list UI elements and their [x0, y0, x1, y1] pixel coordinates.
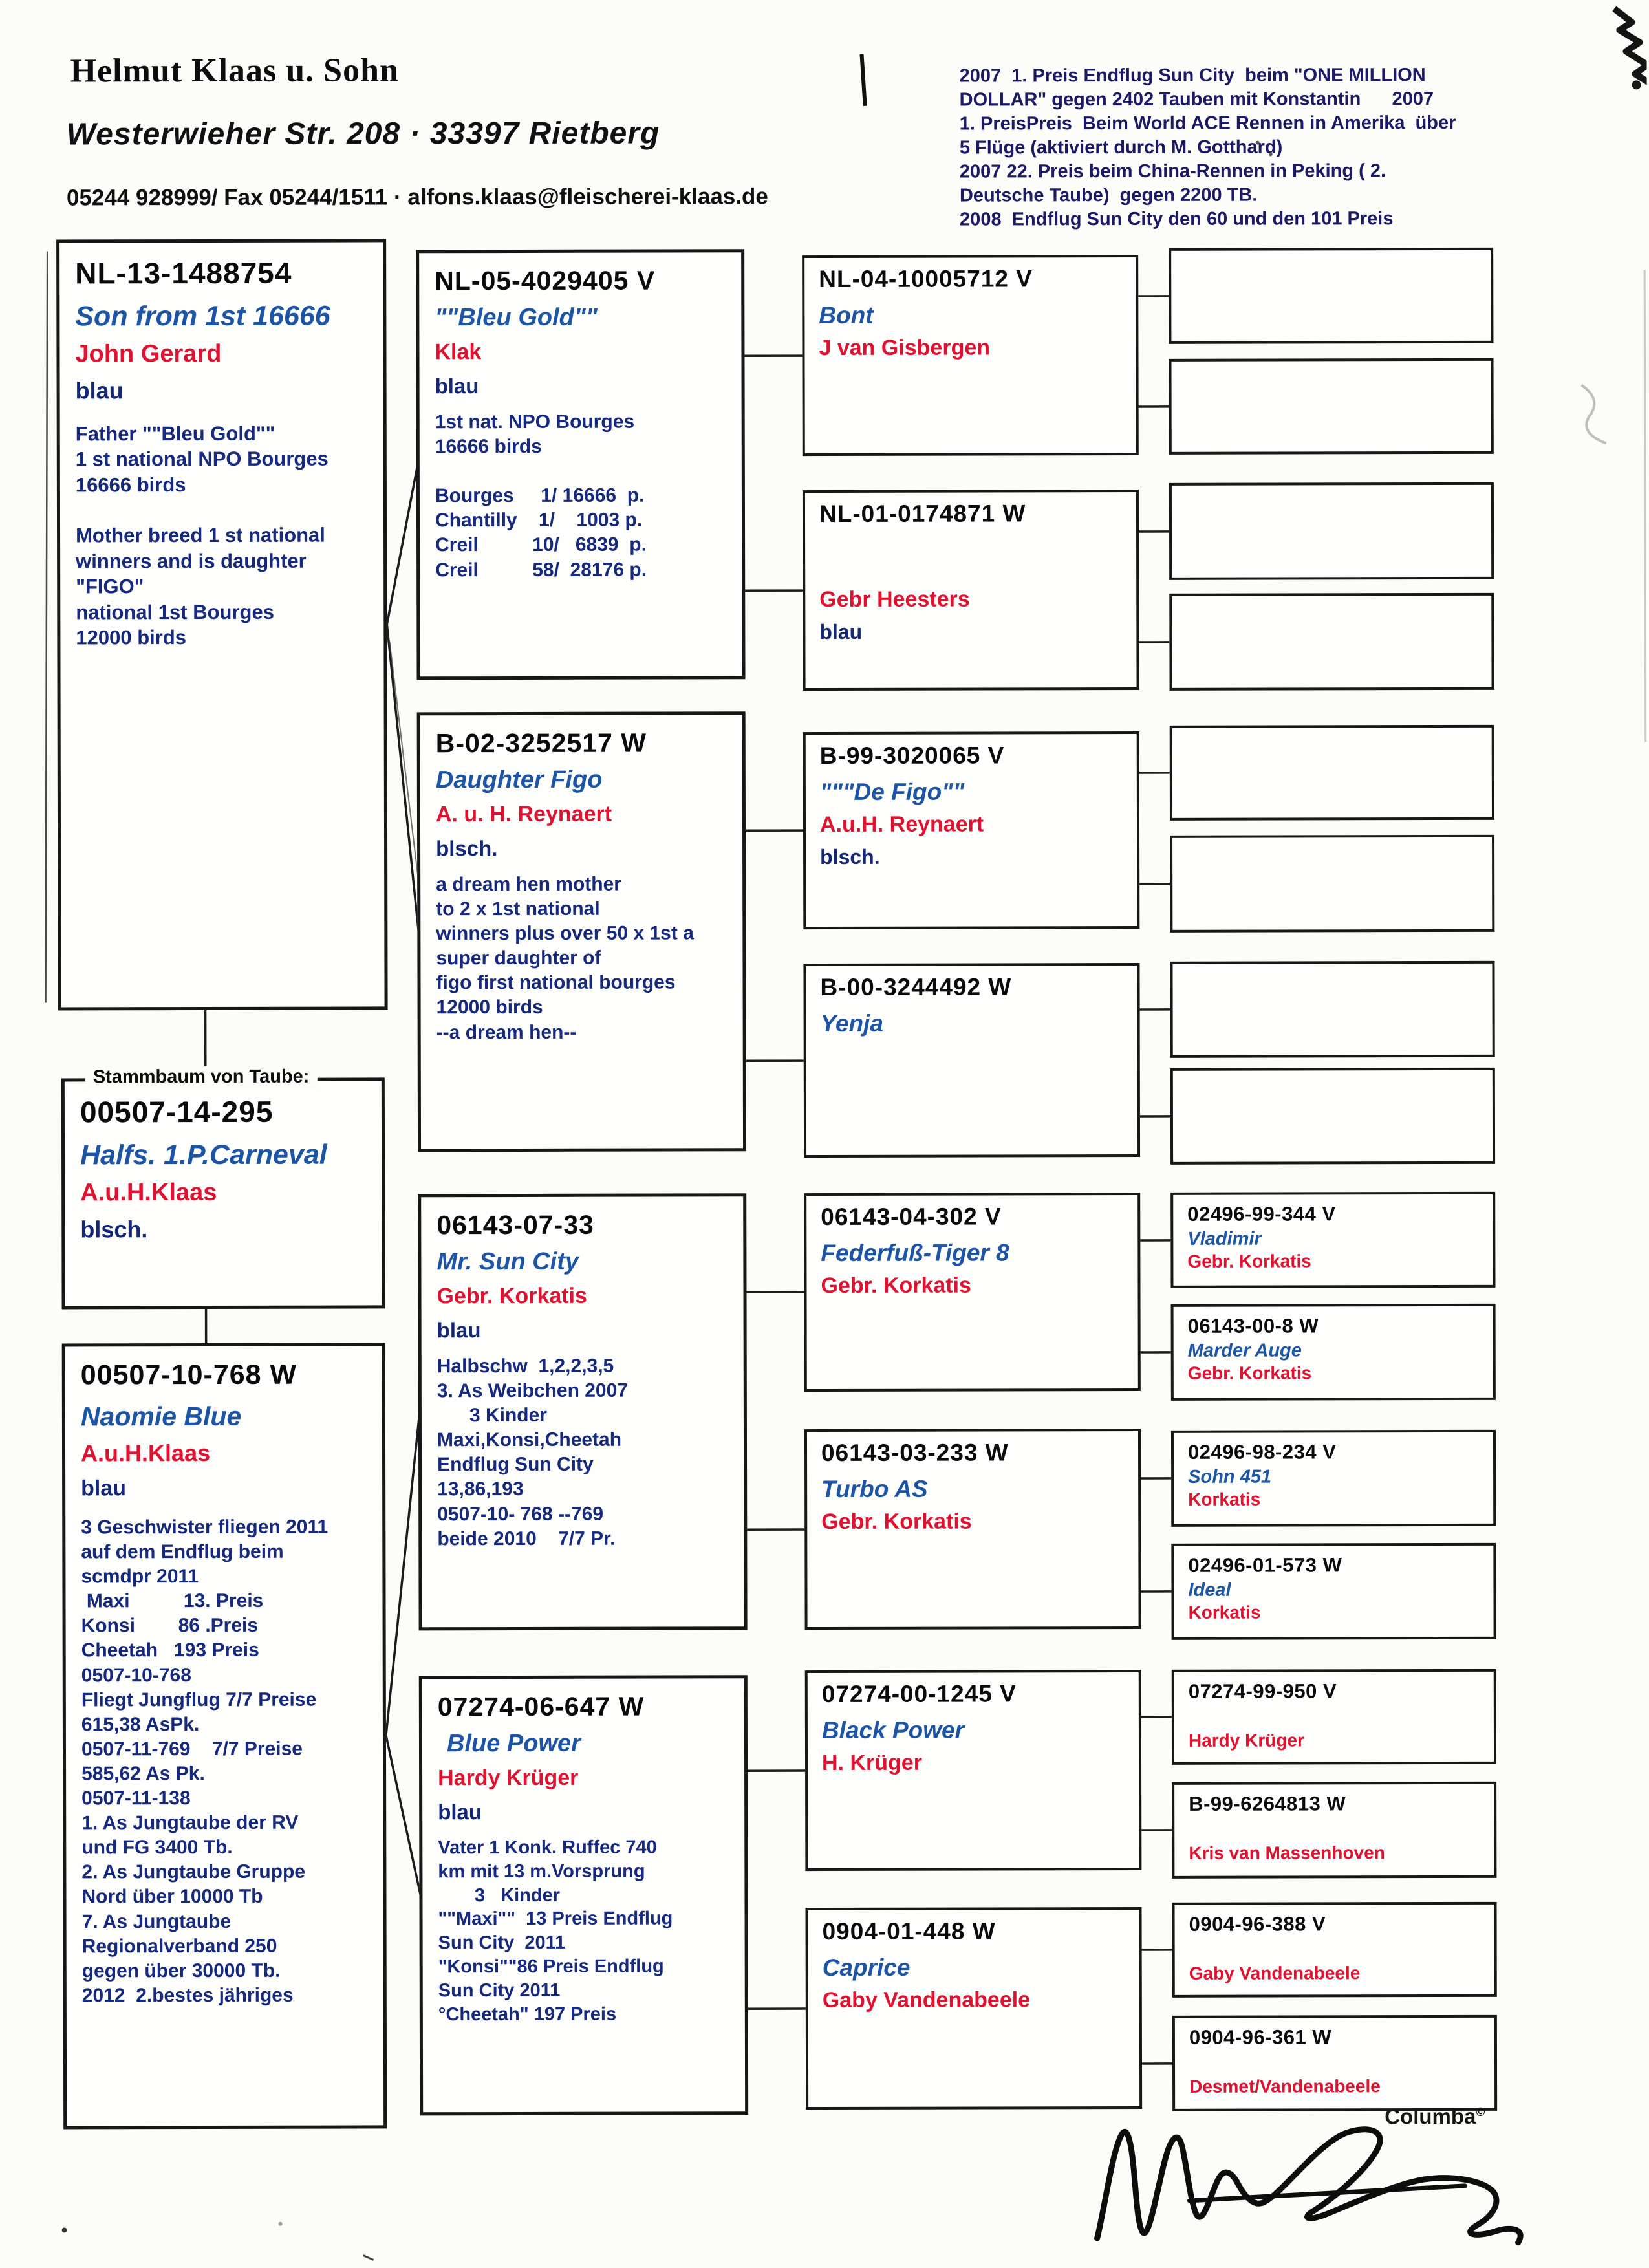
ring-number: 06143-07-33	[436, 1209, 594, 1240]
pigeon-name: """De Figo""	[819, 778, 965, 806]
pedigree-box-g3-5	[804, 1193, 1141, 1392]
performance-notes: 1st nat. NPO Bourges 16666 birds Bourges 1/ 16666 p. Chantilly 1/ 1003 p. Creil 10/ 6839 p. Creil 58/ 28176 p.	[435, 411, 647, 581]
pedigree-box-g4-4	[1171, 1543, 1496, 1640]
performance-notes: a dream hen mother to 2 x 1st national winners plus over 50 x 1st a super daughter of figo first national bourges 12000 birds --a dream hen--	[436, 873, 694, 1043]
breeder-name: Hardy Krüger	[1188, 1730, 1304, 1751]
loft-contact: 05244 928999/ Fax 05244/1511 · alfons.klaas@fleischerei-klaas.de	[66, 184, 768, 211]
pedigree-box-naomie	[62, 1343, 387, 2129]
ring-number: 06143-00-8 W	[1187, 1314, 1319, 1337]
pedigree-box-g4-3	[1171, 1430, 1496, 1527]
pigeon-name: Yenja	[820, 1010, 884, 1037]
breeder-name: Gebr Heesters	[819, 587, 970, 612]
ring-number: 0904-01-448 W	[822, 1917, 996, 1945]
empty-ancestor-box	[1170, 835, 1494, 933]
ring-number: 07274-00-1245 V	[821, 1680, 1017, 1708]
pedigree-box-g3-8	[806, 1907, 1143, 2110]
breeder-name: Gebr. Korkatis	[821, 1273, 971, 1299]
pedigree-box-g4-7	[1172, 1902, 1496, 1998]
pedigree-box-g4-8	[1172, 2015, 1497, 2111]
ring-number: 02496-01-573 W	[1188, 1553, 1342, 1577]
pigeon-name: Halfs. 1.P.Carneval	[80, 1139, 327, 1171]
pedigree-box-sire	[416, 249, 745, 680]
breeder-name: Gebr. Korkatis	[821, 1509, 972, 1535]
ring-number: B-99-3020065 V	[819, 742, 1005, 770]
pedigree-box-g4-5	[1172, 1669, 1496, 1765]
color-desc: blau	[436, 1318, 481, 1343]
signature-scribble	[1097, 2129, 1520, 2243]
pigeon-name: Marder Auge	[1187, 1340, 1302, 1361]
ring-number: NL-05-4029405 V	[435, 265, 656, 296]
achievements-note: 2007 1. Preis Endflug Sun City beim "ONE MILLION DOLLAR" gegen 2402 Tauben mit Konstantin 2007 1. PreisPreis Beim World ACE Rennen in Amerika über 5 Flüge (aktiviert durch M. Gotthard) 2007 22. Preis beim China-Rennen in Peking ( 2. Deutsche Taube) gegen 2200 TB. 2008 Endflug Sun City den 60 und den 101 Preis	[959, 65, 1456, 230]
ring-number: NL-13-1488754	[75, 255, 292, 290]
pedigree-box-g3-1	[802, 255, 1139, 456]
ring-number: 06143-04-302 V	[821, 1203, 1002, 1231]
ring-number: 00507-10-768 W	[80, 1359, 297, 1391]
pedigree-box-g4-1	[1170, 1192, 1495, 1288]
ring-number: 07274-06-647 W	[437, 1691, 645, 1722]
ring-number: 0904-96-361 W	[1189, 2025, 1332, 2049]
pigeon-name: Turbo AS	[821, 1475, 928, 1503]
breeder-name: A.u.H. Reynaert	[819, 812, 984, 837]
breeder-name: Gebr. Korkatis	[436, 1283, 587, 1309]
empty-ancestor-box	[1170, 725, 1494, 821]
loft-name: Helmut Klaas u. Sohn	[70, 52, 399, 90]
columba-watermark	[1385, 2104, 1485, 2129]
pigeon-name: ""Bleu Gold""	[435, 303, 598, 332]
empty-ancestor-box	[1170, 1068, 1495, 1165]
performance-notes: 3 Geschwister fliegen 2011 auf dem Endflug beim scmdpr 2011 Maxi 13. Preis Konsi 86 .Preis Cheetah 193 Preis 0507-10-768 Fliegt Jungflug 7/7 Preise 615,38 AsPk. 0507-11-769 7/7 Preise 585,62 As Pk. 0507-11-138 1. As Jungtaube der RV und FG 3400 Tb. 2. As Jungtaube Gruppe Nord über 10000 Tb 7. As Jungtaube Regionalverband 250 gegen über 30000 Tb. 2012 2.bestes jähriges	[81, 1516, 329, 2007]
empty-ancestor-box	[1169, 358, 1493, 455]
pedigree-box-g4-6	[1172, 1782, 1496, 1879]
pigeon-name: Black Power	[821, 1716, 965, 1744]
color-desc: blau	[435, 374, 479, 398]
copyright-icon: ©	[1476, 2105, 1485, 2119]
breeder-name: Gaby Vandenabeele	[1189, 1963, 1361, 1983]
color-desc: blau	[819, 620, 863, 644]
loft-address: Westerwieher Str. 208 · 33397 Rietberg	[66, 116, 660, 152]
empty-ancestor-box	[1169, 593, 1494, 691]
pigeon-name: Mr. Sun City	[436, 1247, 579, 1276]
color-desc: blau	[75, 377, 124, 404]
color-desc: blsch.	[820, 845, 880, 869]
pigeon-name: Son from 1st 16666	[75, 300, 330, 332]
breeder-name: Gebr. Korkatis	[1187, 1251, 1311, 1271]
performance-notes: Father ""Bleu Gold"" 1 st national NPO Bourges 16666 birds Mother breed 1 st national winners and is daughter "FIGO" national 1st Bourges 12000 birds	[75, 422, 329, 649]
color-desc: blau	[81, 1476, 127, 1501]
pedigree-box-g3-6	[804, 1429, 1141, 1630]
breeder-name: A.u.H.Klaas	[80, 1178, 217, 1207]
ring-number: 02496-99-344 V	[1187, 1202, 1336, 1226]
empty-ancestor-box	[1170, 961, 1494, 1058]
columba-text: Columba	[1385, 2104, 1476, 2129]
pigeon-name: Vladimir	[1187, 1228, 1262, 1249]
breeder-name: Gaby Vandenabeele	[822, 1987, 1031, 2013]
ring-number: B-00-3244492 W	[820, 973, 1012, 1001]
performance-notes: Vater 1 Konk. Ruffec 740 km mit 13 m.Vorsprung 3 Kinder ""Maxi"" 13 Preis Endflug Sun City 2011 "Konsi""86 Preis Endflug Sun City 2011 °Cheetah" 197 Preis	[438, 1837, 673, 2025]
pigeon-name: Caprice	[822, 1954, 911, 1982]
pedigree-box-dam2	[419, 1675, 748, 2115]
breeder-name: Desmet/Vandenabeele	[1189, 2076, 1381, 2097]
pedigree-box-subject	[56, 239, 387, 1010]
pedigree-box-carneval	[61, 1066, 385, 1309]
ring-number: 0904-96-388 V	[1189, 1912, 1326, 1936]
color-desc: blau	[438, 1800, 482, 1824]
breeder-name: A. u. H. Reynaert	[435, 801, 612, 827]
pigeon-name: Ideal	[1188, 1579, 1231, 1601]
ring-number: NL-04-10005712 V	[819, 265, 1033, 293]
empty-ancestor-box	[1169, 482, 1494, 580]
pigeon-name: Bont	[819, 301, 874, 329]
pedigree-box-dam	[417, 711, 746, 1152]
breeder-name: Korkatis	[1188, 1602, 1261, 1623]
breeder-name: Gebr. Korkatis	[1187, 1363, 1312, 1383]
empty-ancestor-box	[1169, 248, 1493, 344]
color-desc: blsch.	[436, 836, 498, 861]
ring-number: 00507-14-295	[80, 1094, 274, 1129]
tree-title: Stammbaum von Taube:	[85, 1066, 318, 1088]
pigeon-name: Daughter Figo	[435, 766, 603, 794]
ring-number: 07274-99-950 V	[1188, 1679, 1337, 1703]
pigeon-name: Blue Power	[446, 1729, 581, 1758]
pigeon-name: Naomie Blue	[80, 1401, 242, 1432]
ring-number: NL-01-0174871 W	[819, 500, 1026, 528]
breeder-name: J van Gisbergen	[819, 335, 991, 361]
breeder-name: John Gerard	[75, 340, 222, 368]
performance-notes: Halbschw 1,2,2,3,5 3. As Weibchen 2007 3 Kinder Maxi,Konsi,Cheetah Endflug Sun City 13,86,193 0507-10- 768 --769 beide 2010 7/7 Pr.	[436, 1355, 629, 1550]
ring-number: B-99-6264813 W	[1189, 1792, 1346, 1815]
breeder-name: H. Krüger	[821, 1750, 922, 1776]
pedigree-box-g3-4	[803, 963, 1140, 1158]
color-desc: blsch.	[80, 1216, 148, 1243]
breeder-name: Klak	[435, 340, 482, 365]
pigeon-name: Federfuß-Tiger 8	[821, 1239, 1009, 1267]
ring-number: 06143-03-233 W	[821, 1439, 1009, 1467]
pedigree-box-g3-7	[805, 1670, 1142, 1871]
pedigree-box-g3-3	[803, 731, 1140, 929]
breeder-name: Kris van Massenhoven	[1189, 1842, 1385, 1863]
pedigree-box-g3-2	[803, 490, 1139, 691]
pigeon-name: Sohn 451	[1188, 1466, 1272, 1487]
pedigree-box-g4-2	[1171, 1304, 1496, 1401]
ring-number: 02496-98-234 V	[1187, 1440, 1337, 1463]
breeder-name: A.u.H.Klaas	[80, 1439, 211, 1467]
ring-number: B-02-3252517 W	[435, 728, 647, 759]
pedigree-box-sire2	[418, 1193, 747, 1630]
breeder-name: Korkatis	[1188, 1489, 1261, 1509]
breeder-name: Hardy Krüger	[438, 1765, 579, 1791]
